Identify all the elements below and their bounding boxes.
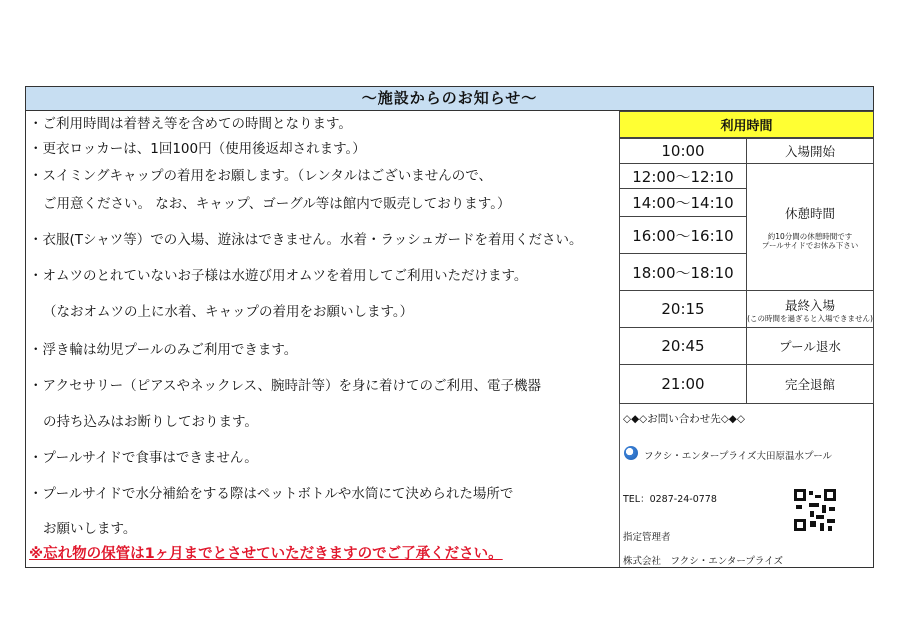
- break-label: 休憩時間: [784, 206, 835, 221]
- qr-code: [794, 489, 836, 531]
- schedule-label: 入場開始: [746, 138, 874, 164]
- manager-label: 指定管理者: [623, 532, 671, 543]
- company-logo: [624, 446, 638, 460]
- notice-line: ・ご利用時間は着替え等を含めての時間となります。: [29, 116, 352, 132]
- schedule-time: 12:00～12:10: [619, 163, 747, 189]
- notice-line: の持ち込みはお断りしております。: [43, 414, 258, 430]
- schedule-note: (この時間を過ぎると入場できません): [747, 313, 873, 323]
- notice-line: ・オムツのとれていないお子様は水遊び用オムツを着用してご利用いただけます。: [29, 268, 528, 284]
- notice-line: ・浮き輪は幼児プールのみご利用できます。: [29, 342, 298, 358]
- schedule-heading: 利用時間: [619, 111, 874, 138]
- notice-line: お願いします。: [43, 521, 137, 537]
- last-entry-cell: [746, 290, 874, 328]
- contact-info: [620, 403, 874, 567]
- schedule-label: 最終入場: [784, 297, 835, 313]
- schedule-time: 21:00: [619, 364, 747, 404]
- notice-title: ～施設からのお知らせ～: [26, 87, 873, 111]
- schedule-time: 14:00～14:10: [619, 188, 747, 217]
- notice-line: ・更衣ロッカーは、1回100円（使用後返却されます。）: [29, 141, 366, 157]
- contact-heading: ◇◆◇お問い合わせ先◇◆◇: [623, 413, 745, 425]
- break-note: プールサイドでお休み下さい: [761, 241, 859, 250]
- schedule-label: 完全退館: [746, 364, 874, 404]
- schedule-time: 16:00～16:10: [619, 216, 747, 254]
- schedule-time: 18:00～18:10: [619, 253, 747, 291]
- contact-phone: TEL：0287-24-0778: [623, 494, 717, 505]
- notice-line: ・アクセサリー（ピアスやネックレス、腕時計等）を身に着けてのご利用、電子機器: [29, 378, 542, 394]
- notice-list: [29, 111, 619, 567]
- warning-notice: ※忘れ物の保管は1ヶ月までとさせていただきますのでご了承ください。: [29, 546, 503, 562]
- schedule-time: 20:45: [619, 327, 747, 365]
- schedule-time: 10:00: [619, 138, 747, 164]
- notice-line: （なおオムツの上に水着、キャップの着用をお願いします。）: [43, 304, 414, 320]
- break-time-cell: [746, 163, 874, 291]
- notice-line: ・プールサイドで水分補給をする際はペットボトルや水筒にて決められた場所で: [29, 486, 514, 502]
- break-note: 約10分間の休憩時間です: [767, 232, 853, 241]
- facility-name: フクシ・エンタープライズ大田原温水プール: [644, 451, 833, 462]
- schedule-label: プール退水: [746, 327, 874, 365]
- notice-line: ・衣服(Tシャツ等）での入場、遊泳はできません。水着・ラッシュガードを着用ください。: [29, 232, 583, 248]
- notice-line: ・プールサイドで食事はできません。: [29, 450, 258, 466]
- company-name: 株式会社 フクシ・エンタープライズ: [623, 556, 783, 567]
- notice-line: ご用意ください。 なお、キャップ、ゴーグル等は館内で販売しております。）: [43, 196, 511, 212]
- schedule-time: 20:15: [619, 290, 747, 328]
- notice-board: [25, 86, 874, 568]
- notice-line: ・スイミングキャップの着用をお願します。（レンタルはございませんので、: [29, 168, 492, 184]
